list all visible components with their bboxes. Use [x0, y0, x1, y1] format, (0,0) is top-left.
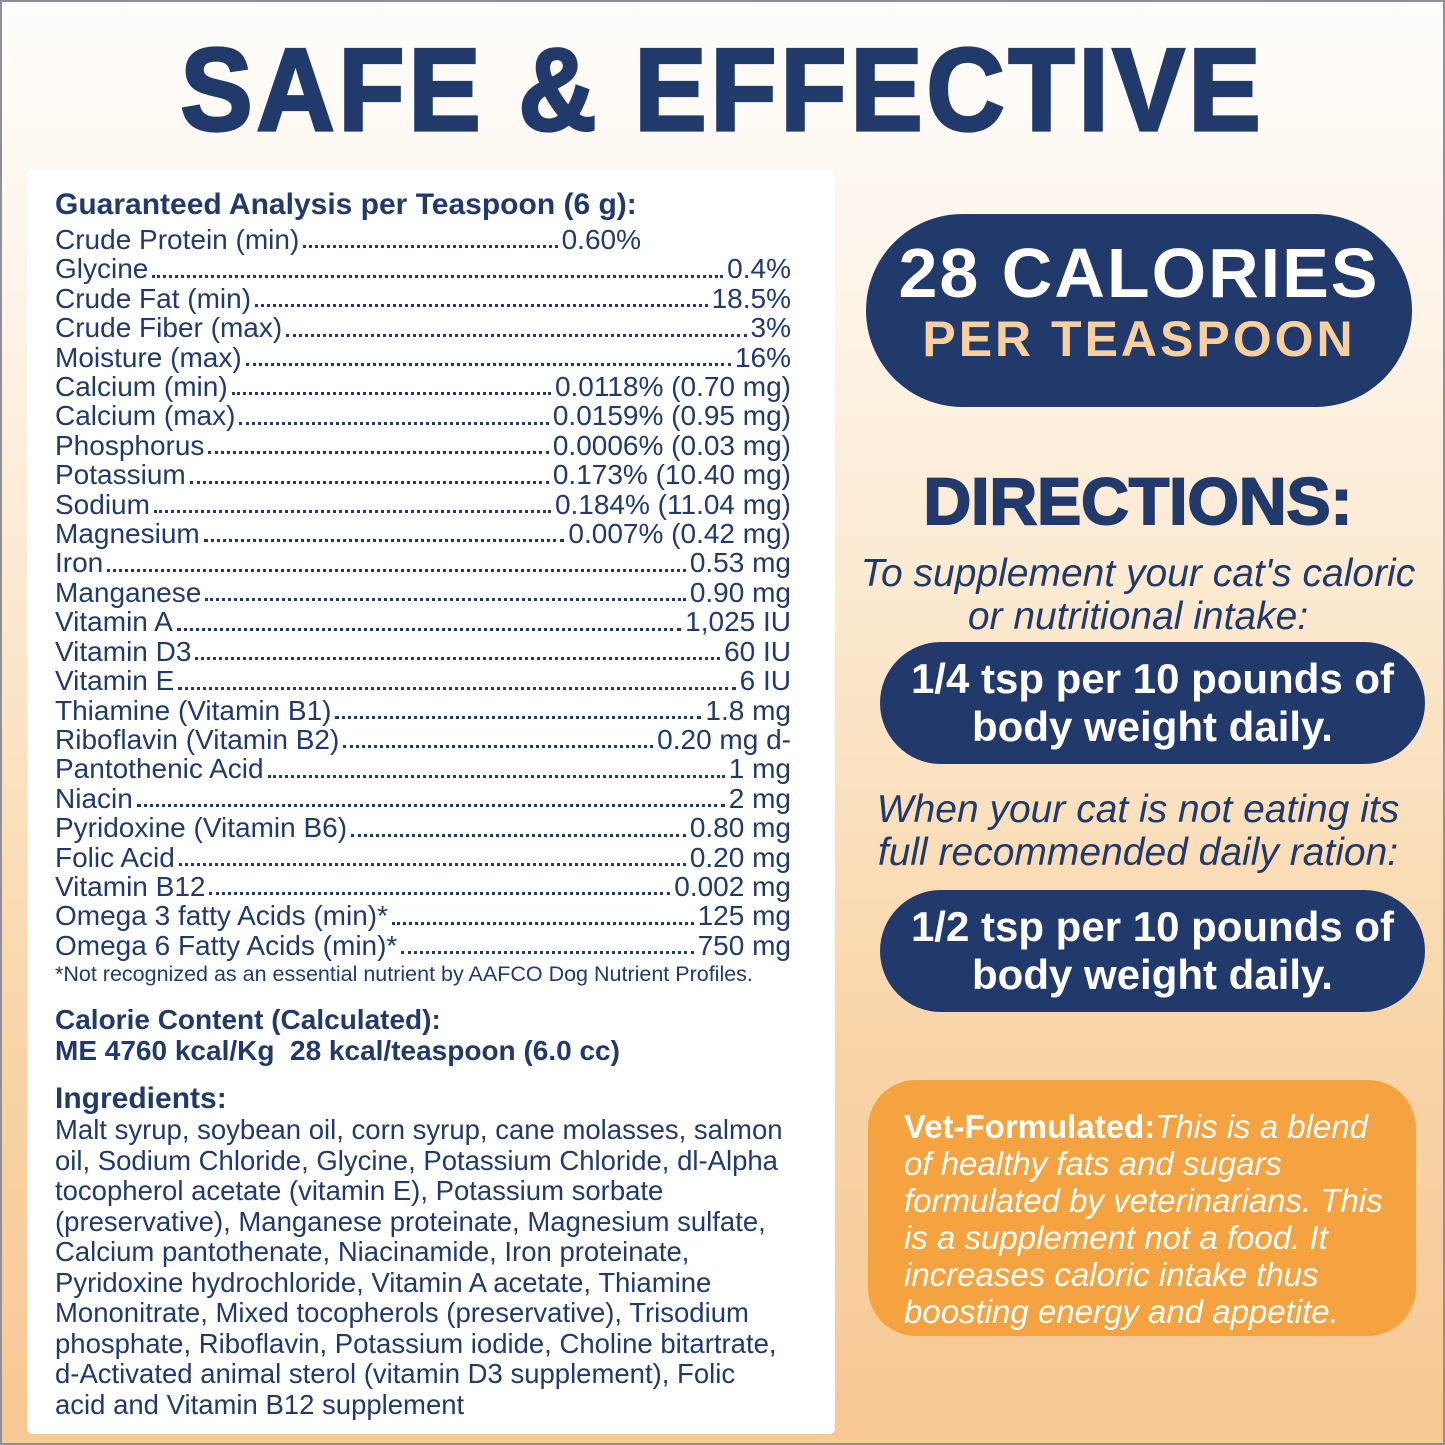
analysis-row-label: Niacin — [55, 782, 133, 814]
dot-leader — [190, 481, 549, 484]
analysis-row — [55, 313, 791, 342]
analysis-row-value: 16% — [734, 341, 791, 373]
analysis-row-label: Folic Acid — [55, 841, 175, 873]
dot-leader — [177, 628, 681, 631]
analysis-row-label: Pantothenic Acid — [55, 753, 264, 785]
calorie-content-heading: Calorie Content (Calculated): — [55, 1004, 441, 1036]
analysis-row-value: 0.0159% (0.95 mg) — [552, 400, 791, 432]
analysis-row-label: Calcium (max) — [55, 400, 236, 432]
analysis-row-value: 0.173% (10.40 mg) — [552, 459, 791, 491]
analysis-row — [55, 607, 791, 636]
calorie-content-line: ME 4760 kcal/Kg 28 kcal/teaspoon (6.0 cc) — [55, 1035, 620, 1067]
analysis-row — [55, 784, 791, 813]
analysis-row-label: Calcium (min) — [55, 371, 228, 403]
analysis-row-value: 6 IU — [739, 665, 791, 697]
dot-leader — [268, 775, 725, 778]
analysis-row — [55, 666, 791, 695]
analysis-row — [55, 725, 791, 754]
analysis-row — [55, 490, 791, 519]
dot-leader — [351, 834, 686, 837]
analysis-row-label: Moisture (max) — [55, 341, 242, 373]
analysis-row-value: 0.4% — [727, 253, 791, 285]
analysis-row-label: Sodium — [55, 488, 150, 520]
analysis-row-label: Iron — [55, 547, 104, 579]
analysis-row-label: Thiamine (Vitamin B1) — [55, 694, 332, 726]
dot-leader — [286, 334, 746, 337]
calories-badge-line2: PER TEASPOON — [922, 311, 1356, 367]
dot-leader — [232, 392, 551, 395]
dot-leader — [209, 892, 670, 895]
analysis-row-label: Vitamin D3 — [55, 635, 192, 667]
analysis-row-value: 750 mg — [697, 929, 791, 961]
analysis-row-value: 0.007% (0.42 mg) — [568, 518, 791, 550]
page-title: SAFE & EFFECTIVE — [180, 24, 1265, 155]
analysis-row-value: 0.002 mg — [674, 870, 791, 902]
analysis-row-value: 1,025 IU — [685, 606, 791, 638]
dot-leader — [195, 657, 720, 660]
analysis-row-label: Omega 3 fatty Acids (min)* — [55, 900, 389, 932]
analysis-row-value: 0.0118% (0.70 mg) — [554, 371, 791, 403]
analysis-row-value: 18.5% — [711, 282, 791, 314]
dot-leader — [208, 451, 548, 454]
dot-leader — [343, 745, 653, 748]
analysis-row — [55, 519, 791, 548]
analysis-row — [55, 284, 791, 313]
analysis-row-value: 0.53 mg — [689, 547, 791, 579]
dot-leader — [335, 716, 701, 719]
analysis-row-value: 0.20 mg d- — [657, 723, 791, 755]
analysis-row-value: 0.0006% (0.03 mg) — [552, 429, 791, 461]
analysis-row — [55, 901, 791, 930]
analysis-row-label: Crude Fiber (max) — [55, 312, 283, 344]
ingredients-text: Malt syrup, soybean oil, corn syrup, cane molasses, salmon oil, Sodium Chloride, Glycine, Potassium Chloride, dl-Alpha tocopherol acetate (vitamin E), Potassium sorbate (preservative), Manganese proteinate, Magnesium sulfate, Calcium pantothenate, Niacinamide, Iron proteinate, Pyridoxine hydrochloride, Vitamin A acetate, Thiamine Mononitrate, Mixed tocopherols (preservative), Trisodium phosphate, Riboflavin, Potassium iodide, Choline bitartrate, d-Activated animal sterol (vitamin D3 supplement), Folic acid and Vitamin B12 supplement — [55, 1114, 783, 1420]
analysis-row-label: Omega 6 Fatty Acids (min)* — [55, 929, 398, 961]
vet-formulated-note — [868, 1080, 1416, 1336]
analysis-row-value: 0.90 mg — [689, 576, 791, 608]
dot-leader — [137, 804, 725, 807]
analysis-row — [55, 548, 791, 577]
analysis-row-value: 125 mg — [697, 900, 791, 932]
analysis-row-label: Glycine — [55, 253, 149, 285]
dot-leader — [303, 245, 557, 248]
dot-leader — [255, 304, 708, 307]
dot-leader — [204, 539, 565, 542]
analysis-row — [55, 843, 791, 872]
dot-leader — [179, 863, 686, 866]
analysis-row — [55, 431, 791, 460]
calories-badge — [866, 214, 1412, 407]
analysis-footnote: *Not recognized as an essential nutrient by AAFCO Dog Nutrient Profiles. — [55, 962, 753, 987]
dot-leader — [239, 422, 548, 425]
analysis-row — [55, 254, 791, 283]
analysis-row-label: Vitamin B12 — [55, 870, 206, 902]
dot-leader — [152, 275, 723, 278]
analysis-row-value: 60 IU — [724, 635, 791, 667]
dot-leader — [401, 951, 693, 954]
analysis-row-label: Vitamin E — [55, 665, 175, 697]
analysis-row — [55, 872, 791, 901]
dose-pill-quarter-tsp: 1/4 tsp per 10 pounds of body weight daily. — [880, 642, 1425, 764]
analysis-row-label: Manganese — [55, 576, 202, 608]
dot-leader — [154, 510, 551, 513]
vet-formulated-label: Vet-Formulated: — [904, 1108, 1156, 1145]
analysis-row-value: 0.60% — [561, 224, 641, 255]
analysis-row-label: Vitamin A — [55, 606, 173, 638]
analysis-row — [55, 696, 791, 725]
dot-leader — [178, 687, 735, 690]
analysis-row — [55, 225, 791, 254]
analysis-row-label: Pyridoxine (Vitamin B6) — [55, 812, 348, 844]
analysis-row-label: Crude Fat (min) — [55, 282, 252, 314]
analysis-row-label: Phosphorus — [55, 429, 205, 461]
analysis-row — [55, 637, 791, 666]
analysis-row-value: 0.20 mg — [689, 841, 791, 873]
directions-intro-2: When your cat is not eating its full recommended daily ration: — [876, 788, 1400, 874]
analysis-row-label: Riboflavin (Vitamin B2) — [55, 723, 340, 755]
analysis-row-value: 2 mg — [728, 782, 791, 814]
analysis-row-value: 0.80 mg — [689, 812, 791, 844]
vet-formulated-text: This is a blend of healthy fats and sugars formulated by veterinarians. This is a supplement not a food. It increases caloric intake thus boosting energy and appetite. — [904, 1108, 1383, 1330]
analysis-row-value: 0.184% (11.04 mg) — [554, 488, 791, 520]
analysis-row — [55, 813, 791, 842]
analysis-row — [55, 578, 791, 607]
analysis-row — [55, 931, 791, 960]
dot-leader — [107, 569, 686, 572]
analysis-row — [55, 343, 791, 372]
analysis-row-value: 1.8 mg — [705, 694, 791, 726]
analysis-row — [55, 401, 791, 430]
directions-heading: DIRECTIONS: — [923, 464, 1353, 538]
analysis-row-value: 1 mg — [728, 753, 791, 785]
guaranteed-analysis-panel — [27, 170, 835, 1434]
dot-leader — [205, 598, 685, 601]
right-column — [858, 2, 1418, 1445]
dose-pill-half-tsp: 1/2 tsp per 10 pounds of body weight daily. — [880, 890, 1425, 1012]
analysis-row — [55, 754, 791, 783]
analysis-row — [55, 372, 791, 401]
analysis-row-label: Magnesium — [55, 518, 200, 550]
directions-intro-1: To supplement your cat's caloric or nutritional intake: — [860, 552, 1416, 638]
analysis-row-label: Potassium — [55, 459, 186, 491]
analysis-row-value: 3% — [750, 312, 791, 344]
analysis-row-label: Crude Protein (min) — [55, 224, 300, 255]
ingredients-heading: Ingredients: — [55, 1082, 227, 1116]
analysis-row — [55, 460, 791, 489]
dot-leader — [392, 922, 694, 925]
analysis-rows — [55, 225, 791, 960]
analysis-heading: Guaranteed Analysis per Teaspoon (6 g): — [55, 188, 637, 221]
dot-leader — [246, 363, 731, 366]
calories-badge-line1: 28 CALORIES — [898, 234, 1380, 312]
